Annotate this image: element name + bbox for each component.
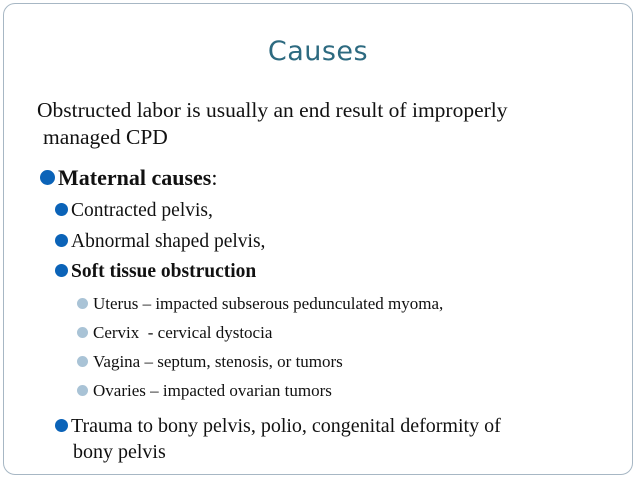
- list-item-contracted: [55, 200, 213, 222]
- bullet-icon: [77, 298, 88, 309]
- list-item-text: Abnormal shaped pelvis,: [71, 231, 266, 252]
- list-item-soft-tissue: [55, 261, 256, 283]
- bullet-icon: [40, 170, 55, 185]
- list-item-abnormal: [55, 231, 265, 253]
- list-item-trauma: [55, 413, 501, 465]
- intro-line-1: Obstructed labor is usually an end result of improperly: [37, 98, 508, 122]
- sub-item-text: Ovaries – impacted ovarian tumors: [93, 381, 332, 400]
- bullet-icon: [55, 264, 68, 277]
- maternal-causes-label: Maternal causes: [58, 165, 212, 190]
- bullet-icon: [77, 327, 88, 338]
- bullet-icon: [77, 356, 88, 367]
- sub-item-vagina: [77, 352, 343, 372]
- sub-item-uterus: [77, 294, 443, 314]
- sub-item-cervix: [77, 323, 272, 343]
- bullet-icon: [55, 203, 68, 216]
- maternal-causes-colon: :: [211, 165, 218, 190]
- sub-item-ovaries: [77, 381, 332, 401]
- bullet-icon: [55, 234, 68, 247]
- list-item-text: Soft tissue obstruction: [71, 261, 257, 282]
- slide-frame: [3, 3, 633, 475]
- trauma-line-1: Trauma to bony pelvis, polio, congenital deformity of: [71, 415, 501, 437]
- sub-item-text: Vagina – septum, stenosis, or tumors: [93, 352, 343, 371]
- slide-content: [4, 4, 632, 474]
- sub-item-text: Uterus – impacted subserous pedunculated myoma,: [93, 294, 444, 313]
- bullet-icon: [55, 419, 68, 432]
- intro-paragraph: [37, 97, 508, 151]
- maternal-causes-heading: [40, 165, 217, 191]
- list-item-text: Contracted pelvis,: [71, 200, 213, 221]
- slide-title: Causes: [267, 36, 369, 67]
- intro-line-2: managed CPD: [43, 125, 168, 149]
- sub-item-text: Cervix - cervical dystocia: [93, 323, 273, 342]
- trauma-line-2: bony pelvis: [73, 441, 166, 463]
- bullet-icon: [77, 385, 88, 396]
